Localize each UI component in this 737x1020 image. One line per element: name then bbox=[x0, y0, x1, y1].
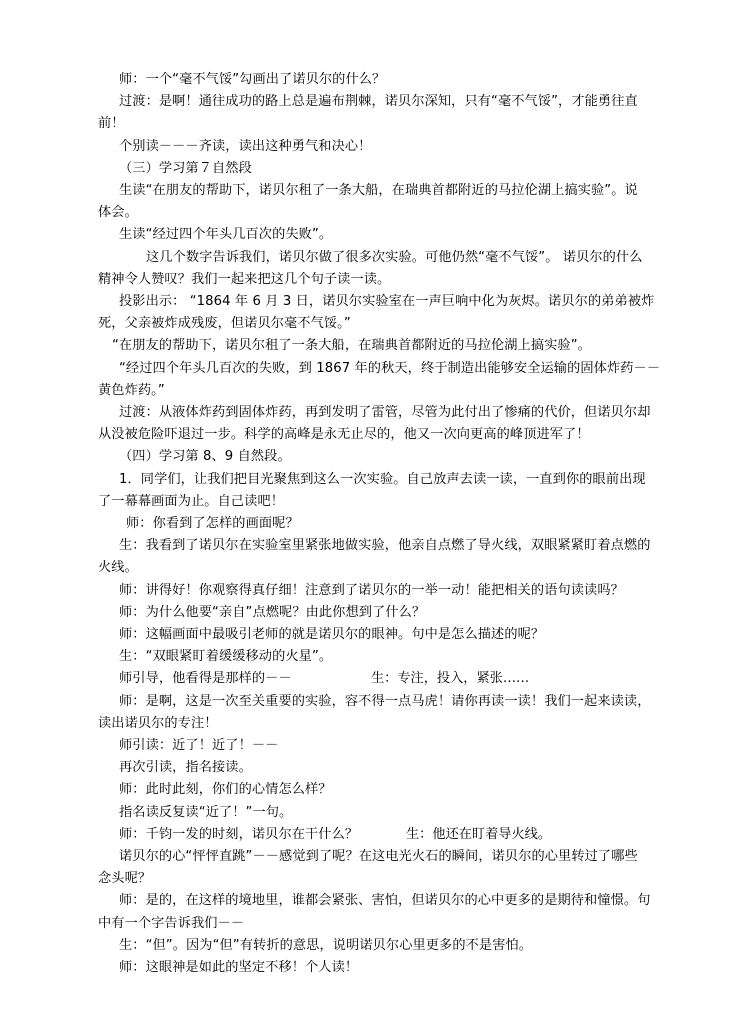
text-line: 投影出示： “1864 年 6 月 3 日，诺贝尔实验室在一声巨响中化为灰烬。诺贝尔的弟弟被炸 bbox=[119, 294, 655, 309]
text-line: 过渡：是啊！通往成功的路上总是遍布荆棘，诺贝尔深知，只有“毫不气馁”，才能勇往直 bbox=[119, 94, 638, 110]
text-line: “经过四个年头几百次的失败，到 1867 年的秋天，终于制造出能够安全运输的固体炸药－－ bbox=[119, 360, 661, 376]
text-line: 生：他还在盯着导火线。 bbox=[406, 826, 552, 842]
text-line: 精神令人赞叹？我们一起来把这几个句子读一读。 bbox=[98, 271, 391, 287]
text-line: 火线。 bbox=[98, 560, 138, 576]
text-line: 1．同学们，让我们把目光聚焦到这么一次实验。自己放声去读一读，一直到你的眼前出现 bbox=[119, 471, 646, 487]
text-line: 师：千钧一发的时刻，诺贝尔在干什么？ bbox=[119, 826, 359, 842]
text-line: 读出诺贝尔的专注！ bbox=[98, 715, 218, 731]
text-line: 中有一个字告诉我们－－ bbox=[98, 915, 245, 931]
section-heading: （四）学习第 8、9 自然段。 bbox=[119, 449, 291, 465]
text-line: 生读“经过四个年头几百次的失败”。 bbox=[119, 227, 333, 243]
text-line: 师：是的，在这样的境地里，谁都会紧张、害怕，但诺贝尔的心中更多的是期待和憧憬。句 bbox=[119, 893, 651, 909]
text-line: 师：是啊，这是一次至关重要的实验，容不得一点马虎！请你再读一读！我们一起来读读， bbox=[119, 693, 651, 709]
text-line: 师：这眼神是如此的坚定不移！个人读！ bbox=[119, 960, 359, 975]
text-line: 师：一个“毫不气馁”勾画出了诺贝尔的什么？ bbox=[119, 72, 386, 87]
text-line: “在朋友的帮助下，诺贝尔租了一条大船，在瑞典首都附近的马拉伦湖上搞实验”。 bbox=[112, 338, 591, 354]
text-line: 个别读－－－齐读，读出这种勇气和决心！ bbox=[119, 138, 372, 154]
text-line: 生：我看到了诺贝尔在实验室里紧张地做实验，他亲自点燃了导火线，双眼紧紧盯着点燃的 bbox=[119, 538, 651, 554]
text-line: 师：为什么他要“亲自”点燃呢？由此你想到了什么？ bbox=[119, 604, 426, 620]
text-line: 前！ bbox=[98, 116, 125, 132]
text-line: 诺贝尔的心“怦怦直跳”－－感觉到了呢？在这电光火石的瞬间，诺贝尔的心里转过了哪些 bbox=[119, 849, 638, 864]
text-line: 过渡：从液体炸药到固体炸药，再到发明了雷管，尽管为此付出了惨痛的代价，但诺贝尔却 bbox=[119, 405, 651, 420]
text-line: 生：“双眼紧盯着缓缓移动的火星”。 bbox=[119, 649, 333, 665]
text-line: 师引导，他看得是那样的－－ bbox=[119, 671, 292, 687]
text-line: 从没被危险吓退过一步。科学的高峰是永无止尽的，他又一次向更高的峰顶进军了！ bbox=[98, 427, 590, 443]
text-line: 师：此时此刻，你们的心情怎么样？ bbox=[119, 782, 332, 798]
text-line: 师引读：近了！近了！－－ bbox=[119, 738, 279, 753]
text-line: 师：讲得好！你观察得真仔细！注意到了诺贝尔的一举一动！能把相关的语句读读吗？ bbox=[119, 582, 624, 598]
text-line: 体会。 bbox=[98, 205, 138, 221]
text-line: 指名读反复读“近了！”一句。 bbox=[119, 804, 293, 820]
text-line: 这几个数字告诉我们，诺贝尔做了很多次实验。可他仍然“毫不气馁”。 诺贝尔的什么 bbox=[146, 249, 643, 265]
text-line: 师：你看到了怎样的画面呢？ bbox=[126, 516, 299, 531]
text-line: 生读“在朋友的帮助下，诺贝尔租了一条大船，在瑞典首都附近的马拉伦湖上搞实验”。说 bbox=[119, 183, 638, 198]
text-line: 生：专注，投入，紧张…… bbox=[371, 671, 530, 687]
text-line: 再次引读，指名接读。 bbox=[119, 760, 252, 776]
text-line: 死，父亲被炸成残废，但诺贝尔毫不气馁。” bbox=[98, 316, 351, 332]
text-line: 念头呢？ bbox=[98, 871, 152, 887]
text-line: 生：“但”。因为“但”有转折的意思，说明诺贝尔心里更多的不是害怕。 bbox=[119, 937, 533, 953]
text-line: 了一幕幕画面为止。自己读吧！ bbox=[98, 493, 285, 509]
text-line: 黄色炸药。” bbox=[98, 382, 165, 398]
text-line: 师：这幅画面中最吸引老师的就是诺贝尔的眼神。句中是怎么描述的呢？ bbox=[119, 627, 545, 642]
section-heading: （三）学习第７自然段 bbox=[119, 160, 252, 176]
